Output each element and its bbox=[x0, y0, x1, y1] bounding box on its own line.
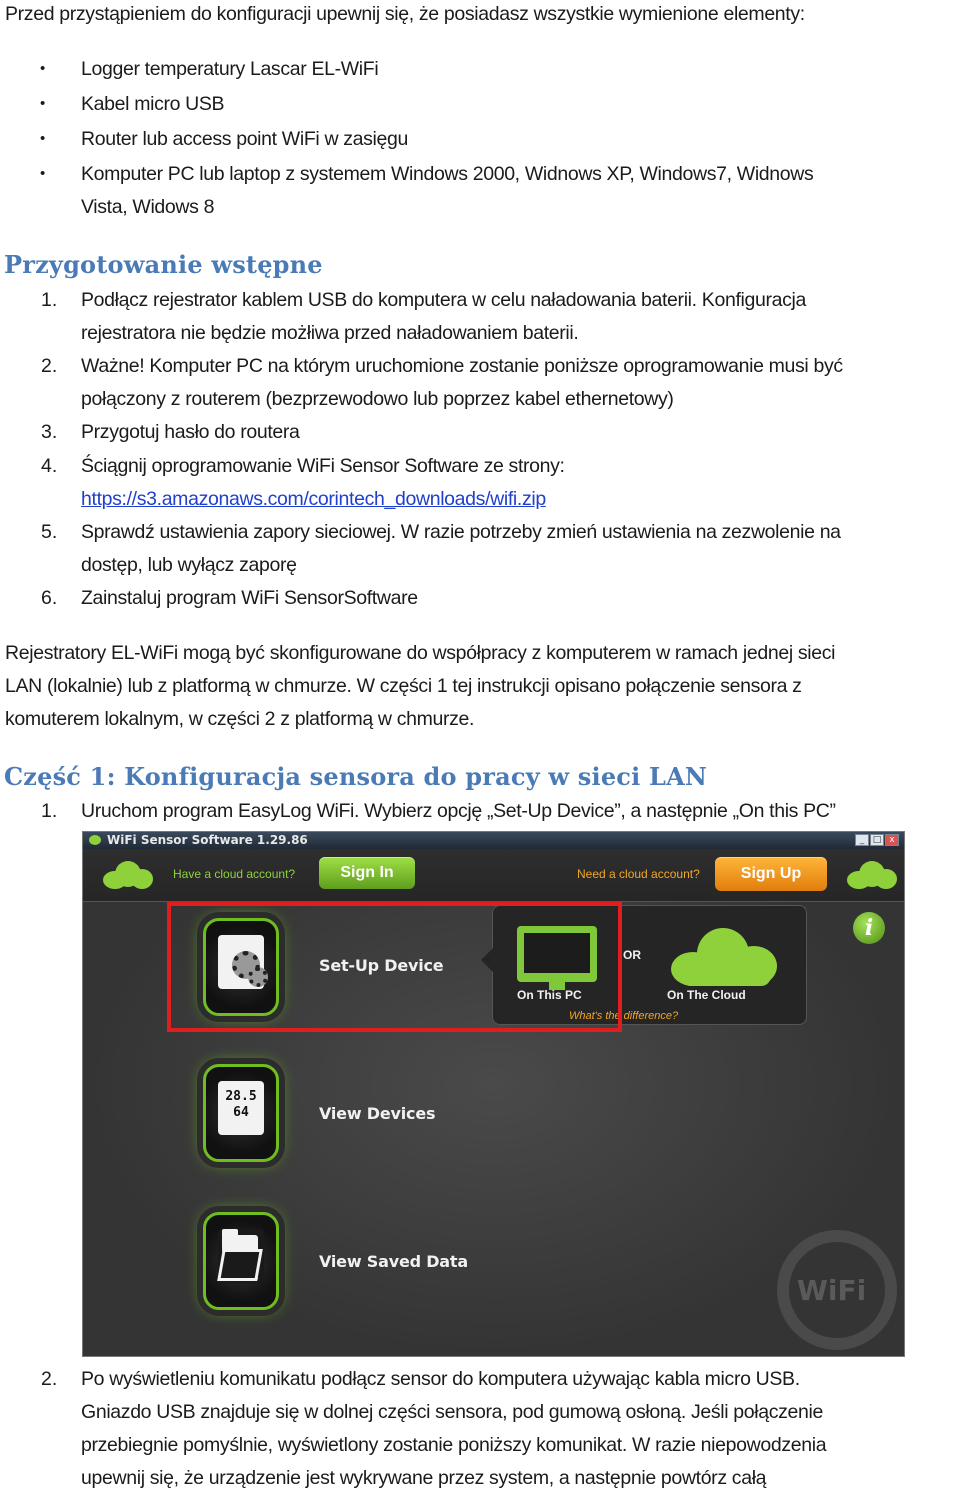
bullet-icon: • bbox=[40, 60, 46, 77]
step-text: Ważne! Komputer PC na którym uruchomione zostanie poniższe oprogramowanie musi być bbox=[81, 355, 843, 377]
setup-device-label[interactable]: Set-Up Device bbox=[319, 956, 444, 975]
list-item: Router lub access point WiFi w zasięgu bbox=[81, 128, 409, 150]
intro-text: Przed przystąpieniem do konfiguracji upewnij się, że posiadasz wszystkie wymienione elementy: bbox=[5, 3, 805, 25]
step-number: 2. bbox=[41, 355, 58, 377]
step-text: rejestratora nie będzie możłiwa przed naładowaniem baterii. bbox=[81, 322, 579, 344]
on-the-cloud-option[interactable]: On The Cloud bbox=[667, 988, 746, 1002]
step-number: 2. bbox=[41, 1368, 58, 1390]
minimize-button[interactable]: _ bbox=[855, 834, 869, 846]
cloud-icon bbox=[847, 859, 897, 889]
step-number: 1. bbox=[41, 800, 58, 822]
section-heading-lan: Część 1: Konfiguracja sensora do pracy w sieci LAN bbox=[4, 762, 708, 791]
download-link-line bbox=[81, 487, 546, 511]
close-button[interactable]: x bbox=[885, 834, 899, 846]
app-screenshot bbox=[82, 831, 905, 1357]
paragraph-line: Rejestratory EL-WiFi mogą być skonfigurowane do współpracy z komputerem w ramach jednej sieci bbox=[5, 642, 836, 664]
have-account-text: Have a cloud account? bbox=[173, 867, 296, 881]
step-number: 6. bbox=[41, 587, 58, 609]
or-text: OR bbox=[623, 948, 641, 962]
step-text: Zainstaluj program WiFi SensorSoftware bbox=[81, 587, 418, 609]
bullet-icon: • bbox=[40, 95, 46, 112]
view-saved-data-label[interactable]: View Saved Data bbox=[319, 1252, 468, 1271]
paragraph-line: komuterem lokalnym, w części 2 z platformą w chmurze. bbox=[5, 708, 475, 730]
folder-icon bbox=[222, 1235, 258, 1281]
app-logo-icon bbox=[89, 835, 101, 845]
account-bar bbox=[83, 849, 904, 902]
list-item: Kabel micro USB bbox=[81, 93, 225, 115]
cloud-icon bbox=[103, 859, 153, 889]
step-text: upewnij się, że urządzenie jest wykrywane przez system, a następnie powtórz całą bbox=[81, 1467, 767, 1489]
whats-the-difference-link[interactable]: What's the difference? bbox=[569, 1010, 679, 1022]
view-saved-data-icon[interactable] bbox=[203, 1212, 279, 1310]
step-text: dostęp, lub wyłącz zaporę bbox=[81, 554, 297, 576]
view-devices-icon[interactable] bbox=[203, 1064, 279, 1162]
download-link[interactable]: https://s3.amazonaws.com/corintech_downloads/wifi.zip bbox=[81, 488, 546, 510]
step-number: 1. bbox=[41, 289, 58, 311]
list-item-continuation: Vista, Widows 8 bbox=[81, 196, 215, 218]
step-text: Ściągnij oprogramowanie WiFi Sensor Software ze strony: bbox=[81, 455, 565, 477]
view-devices-label[interactable]: View Devices bbox=[319, 1104, 436, 1123]
step-number: 5. bbox=[41, 521, 58, 543]
paragraph-line: LAN (lokalnie) lub z platformą w chmurze. W części 1 tej instrukcji opisano połączenie sensora z bbox=[5, 675, 802, 697]
step-text: przebiegnie pomyślnie, wyświetlony zostanie poniższy komunikat. W razie niepowodzenia bbox=[81, 1434, 827, 1456]
list-item: Komputer PC lub laptop z systemem Windows 2000, Widnows XP, Windows7, Widnows bbox=[81, 163, 814, 185]
highlight-box bbox=[167, 902, 622, 1032]
window-title: WiFi Sensor Software 1.29.86 bbox=[107, 833, 308, 847]
device-reading: 28.5 bbox=[225, 1089, 257, 1104]
sign-up-button[interactable]: Sign Up bbox=[715, 857, 827, 891]
step-text: Sprawdź ustawienia zapory sieciowej. W razie potrzeby zmień ustawienia na zezwolenie na bbox=[81, 521, 841, 543]
main-menu bbox=[83, 902, 904, 1357]
step-number: 4. bbox=[41, 455, 58, 477]
step-number: 3. bbox=[41, 421, 58, 443]
need-account-text: Need a cloud account? bbox=[577, 867, 700, 881]
device-reading: 64 bbox=[233, 1105, 249, 1120]
bullet-icon: • bbox=[40, 165, 46, 182]
window-titlebar bbox=[83, 832, 904, 849]
wifi-watermark-icon: WiFi bbox=[777, 1230, 897, 1350]
bullet-icon: • bbox=[40, 130, 46, 147]
step-text: Po wyświetleniu komunikatu podłącz sensor do komputera używając kabla micro USB. bbox=[81, 1368, 800, 1390]
section-heading-preparation: Przygotowanie wstępne bbox=[4, 250, 323, 279]
step-text: Uruchom program EasyLog WiFi. Wybierz opcję „Set-Up Device”, a następnie „On this PC” bbox=[81, 800, 836, 822]
cloud-icon[interactable] bbox=[671, 928, 781, 988]
on-this-pc-option[interactable]: On This PC bbox=[517, 988, 582, 1002]
step-text: połączony z routerem (bezprzewodowo lub poprzez kabel ethernetowy) bbox=[81, 388, 674, 410]
sign-in-button[interactable]: Sign In bbox=[319, 857, 415, 889]
step-text: Podłącz rejestrator kablem USB do komputera w celu naładowania baterii. Konfiguracja bbox=[81, 289, 806, 311]
step-text: Gniazdo USB znajduje się w dolnej części sensora, pod gumową osłoną. Jeśli połączenie bbox=[81, 1401, 824, 1423]
list-item: Logger temperatury Lascar EL-WiFi bbox=[81, 58, 379, 80]
maximize-button[interactable]: □ bbox=[870, 834, 884, 846]
step-text: Przygotuj hasło do routera bbox=[81, 421, 300, 443]
info-icon[interactable]: i bbox=[853, 912, 885, 944]
